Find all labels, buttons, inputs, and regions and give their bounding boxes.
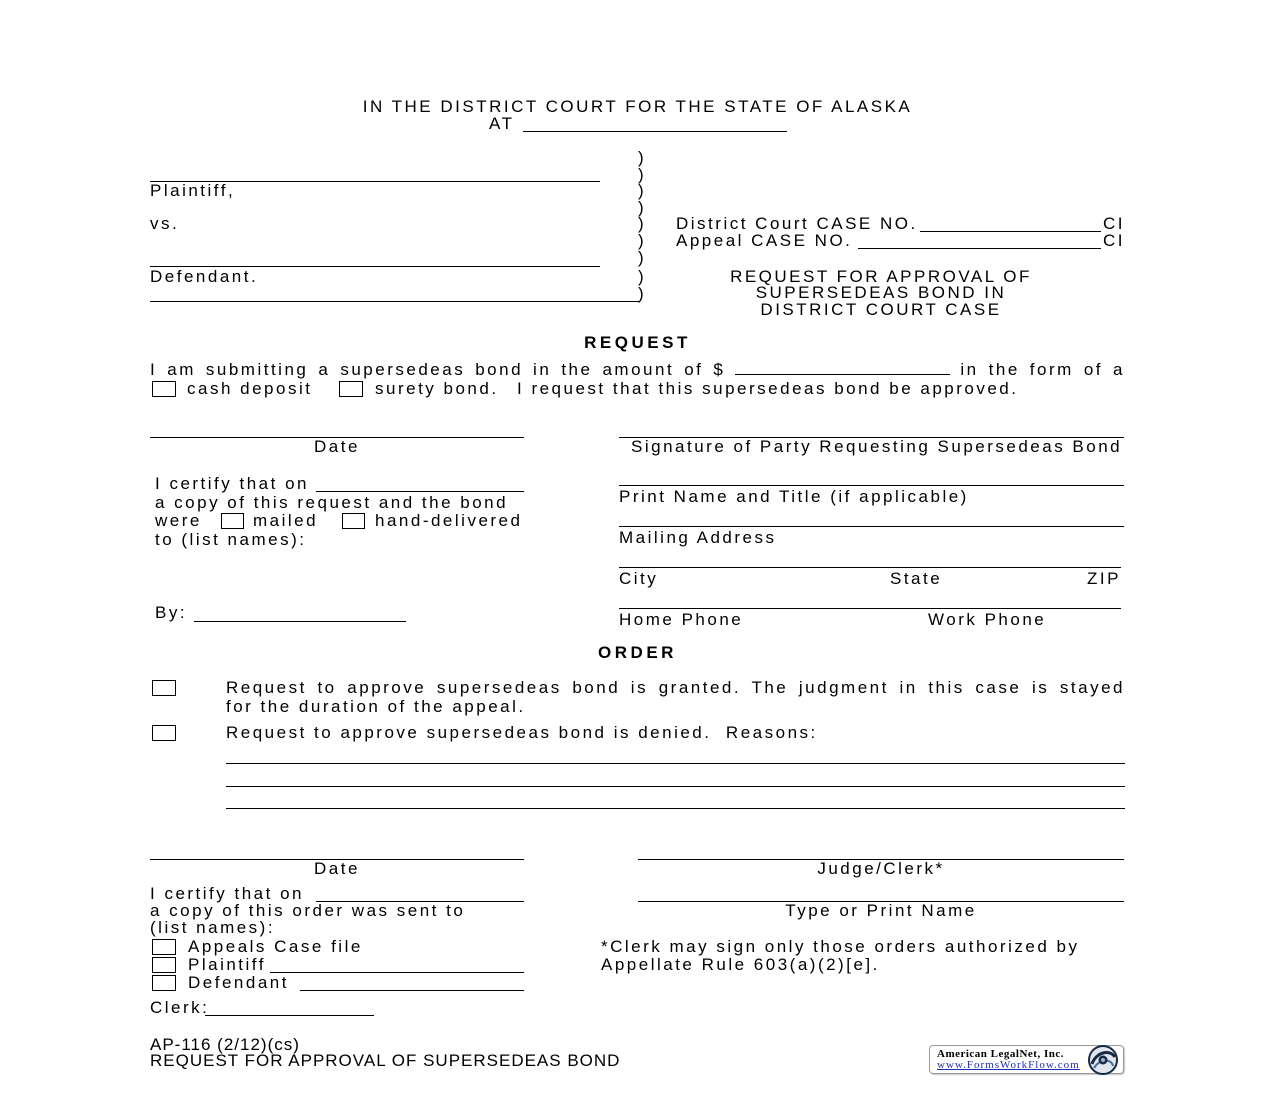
defendant-recipient-label: Defendant xyxy=(188,973,289,992)
request-date-label: Date xyxy=(314,437,360,456)
order-list-names-label: (list names): xyxy=(150,918,276,937)
mailed-label: mailed xyxy=(253,511,319,530)
reasons-field[interactable] xyxy=(226,808,1125,809)
caption-paren: ) xyxy=(638,198,647,217)
clerk-field[interactable] xyxy=(205,1015,374,1016)
defendant-recipient-field[interactable] xyxy=(300,990,524,991)
caption-paren: ) xyxy=(638,231,647,250)
caption-paren: ) xyxy=(638,284,647,303)
city-label: City xyxy=(619,569,659,588)
by-field[interactable] xyxy=(194,621,406,622)
form-name: REQUEST FOR APPROVAL OF SUPERSEDEAS BOND xyxy=(150,1051,621,1070)
order-copy-line: a copy of this order was sent to xyxy=(150,901,466,920)
judge-clerk-label: Judge/Clerk* xyxy=(817,859,945,878)
form-title-line: REQUEST FOR APPROVAL OF xyxy=(730,267,1032,286)
mailing-address-label: Mailing Address xyxy=(619,528,777,547)
court-location-label: AT xyxy=(489,114,515,133)
caption-paren: ) xyxy=(638,267,647,286)
appeal-case-label: Appeal CASE NO. xyxy=(676,231,853,250)
granted-checkbox[interactable] xyxy=(152,680,176,696)
work-phone-label: Work Phone xyxy=(928,610,1047,629)
form-title-line: SUPERSEDEAS BOND IN xyxy=(755,283,1007,302)
surety-bond-label: surety bond. xyxy=(375,379,499,398)
zip-label: ZIP xyxy=(1087,569,1121,588)
logo-website-link[interactable]: www.FormsWorkFlow.com xyxy=(937,1059,1080,1071)
request-copy-line: a copy of this request and the bond xyxy=(155,493,509,512)
granted-text: Request to approve supersedeas bond is granted. The judgment in this case is stayed xyxy=(226,678,1125,697)
clerk-footnote-rule: Appellate Rule 603(a)(2)[e]. xyxy=(601,955,880,974)
hand-delivered-label: hand-delivered xyxy=(375,511,523,530)
signature-label: Signature of Party Requesting Supersedeas Bond xyxy=(631,437,1123,456)
appeal-case-number-field[interactable] xyxy=(858,248,1101,249)
request-heading: REQUEST xyxy=(584,333,691,352)
state-label: State xyxy=(890,569,943,588)
by-label: By: xyxy=(155,603,188,622)
vs-label: vs. xyxy=(150,214,180,233)
plaintiff-label: Plaintiff, xyxy=(150,181,236,200)
caption-paren: ) xyxy=(638,248,647,267)
request-certify-label: I certify that on xyxy=(155,474,309,493)
request-certify-date-field[interactable] xyxy=(316,491,524,492)
mailed-checkbox[interactable] xyxy=(221,513,244,529)
clerk-footnote: *Clerk may sign only those orders authorized by xyxy=(601,937,1080,956)
caption-paren: ) xyxy=(638,165,647,184)
mailing-address-field[interactable] xyxy=(619,526,1124,527)
plaintiff-recipient-field[interactable] xyxy=(270,972,524,973)
cash-deposit-label: cash deposit xyxy=(187,379,313,398)
amount-sentence xyxy=(150,361,1125,378)
district-case-suffix: CI xyxy=(1103,214,1125,233)
hand-delivered-checkbox[interactable] xyxy=(342,513,365,529)
approval-sentence: I request that this supersedeas bond be approved. xyxy=(517,379,1019,398)
district-case-number-field[interactable] xyxy=(920,231,1101,232)
appeals-case-file-label: Appeals Case file xyxy=(188,937,363,956)
home-phone-label: Home Phone xyxy=(619,610,744,629)
appeals-case-file-checkbox[interactable] xyxy=(152,939,176,955)
logo-company-name: American LegalNet, Inc. xyxy=(937,1048,1064,1060)
court-location-field[interactable] xyxy=(523,131,787,132)
print-name-label: Print Name and Title (if applicable) xyxy=(619,487,969,506)
print-name-field[interactable] xyxy=(619,485,1124,486)
caption-bottom-rule xyxy=(150,301,640,302)
court-title: IN THE DISTRICT COURT FOR THE STATE OF ALASKA xyxy=(362,97,913,116)
appeal-case-suffix: CI xyxy=(1103,231,1125,250)
granted-text-continued: for the duration of the appeal. xyxy=(226,697,526,716)
order-date-label: Date xyxy=(314,859,360,878)
district-case-label: District Court CASE NO. xyxy=(676,214,918,233)
type-print-name-label: Type or Print Name xyxy=(785,901,977,920)
defendant-label: Defendant. xyxy=(150,267,259,286)
denied-text: Request to approve supersedeas bond is denied. Reasons: xyxy=(226,723,818,742)
order-heading: ORDER xyxy=(598,643,677,662)
caption-paren: ) xyxy=(638,214,647,233)
phone-field[interactable] xyxy=(619,608,1121,609)
amount-prefix: I am submitting a supersedeas bond in the amount of $ xyxy=(150,360,726,379)
caption-paren: ) xyxy=(638,181,647,200)
were-label: were xyxy=(155,511,202,530)
form-title-line: DISTRICT COURT CASE xyxy=(760,300,1002,319)
globe-icon xyxy=(1085,1044,1121,1076)
publisher-logo xyxy=(929,1045,1124,1074)
bond-amount-field[interactable] xyxy=(735,362,950,375)
plaintiff-recipient-label: Plaintiff xyxy=(188,955,266,974)
surety-bond-checkbox[interactable] xyxy=(339,381,363,397)
plaintiff-recipient-checkbox[interactable] xyxy=(152,957,176,973)
order-certify-label: I certify that on xyxy=(150,884,304,903)
cash-deposit-checkbox[interactable] xyxy=(152,381,176,397)
reasons-field[interactable] xyxy=(226,786,1125,787)
denied-checkbox[interactable] xyxy=(152,725,176,741)
city-state-zip-field[interactable] xyxy=(619,567,1121,568)
request-list-names-label: to (list names): xyxy=(155,530,307,549)
defendant-recipient-checkbox[interactable] xyxy=(152,975,176,991)
amount-suffix: in the form of a xyxy=(960,360,1125,379)
caption-paren: ) xyxy=(638,148,647,167)
clerk-label: Clerk: xyxy=(150,998,210,1017)
form-number: AP-116 (2/12)(cs) xyxy=(150,1035,300,1054)
reasons-field[interactable] xyxy=(226,763,1125,764)
